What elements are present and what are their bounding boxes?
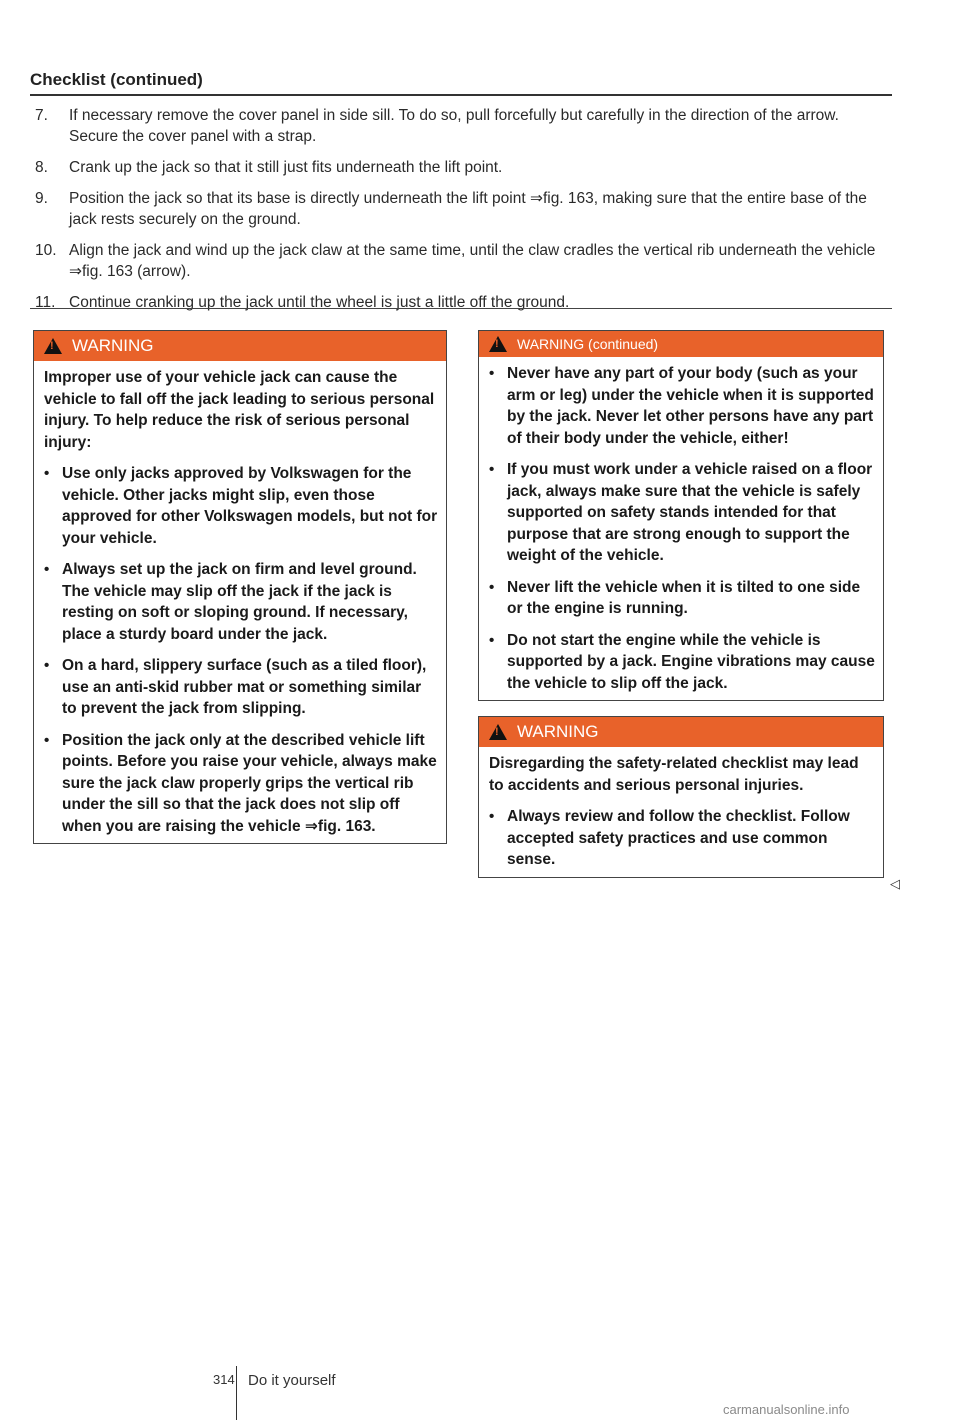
warning-bullet-list xyxy=(44,463,438,837)
step-text: Continue cranking up the jack until the wheel is just a little off the ground. xyxy=(69,294,570,311)
warning-bullet-list xyxy=(489,806,875,871)
warning-bullet: • If you must work under a vehicle raised on a floor jack, always make sure that the vehicle is safely supported on safety stands intended for that purpose that are strong enough to support the weight of the vehicle. xyxy=(489,459,875,567)
watermark-text: carmanualsonline.info xyxy=(723,1402,850,1417)
page-section-title: Checklist (continued) xyxy=(30,70,203,89)
warning-title: WARNING xyxy=(72,336,154,355)
warning-triangle-icon xyxy=(489,336,507,352)
warning-bullet: • On a hard, slippery surface (such as a tiled floor), use an anti-skid rubber mat or something similar to prevent the jack from slipping. xyxy=(44,655,438,720)
step-item xyxy=(30,157,892,178)
warning-box-checklist xyxy=(478,716,884,878)
warning-bullet: • Never lift the vehicle when it is tilted to one side or the engine is running. xyxy=(489,577,875,620)
warning-box-continued xyxy=(478,330,884,701)
warning-bullet: • Never have any part of your body (such as your arm or leg) under the vehicle when it is supported by the jack. Never let other persons have any part of their body under the vehicle, either! xyxy=(489,363,875,449)
warning-body xyxy=(479,747,883,877)
warning-header xyxy=(34,331,446,361)
warning-bullet: • Position the jack only at the described vehicle lift points. Before you raise your vehicle, always make sure the jack claw properly grips the vertical rib under the sill so that the jack does not slip off when you are raising the vehicle ⇒fig. 163. xyxy=(44,730,438,838)
step-item xyxy=(30,240,892,282)
page-number: 314 xyxy=(213,1372,235,1387)
warning-intro: Disregarding the safety-related checklist may lead to accidents and serious personal injuries. xyxy=(489,755,859,794)
warning-header xyxy=(479,717,883,747)
footer-section-title: Do it yourself xyxy=(248,1372,336,1389)
step-text: Align the jack and wind up the jack claw at the same time, until the claw cradles the vertical rib underneath the vehicle ⇒fig. 163 (arrow). xyxy=(69,242,876,280)
warning-bullet-list xyxy=(489,363,875,694)
warning-intro: Improper use of your vehicle jack can cause the vehicle to fall off the jack leading to serious personal injury. To help reduce the risk of serious personal injury: xyxy=(44,369,435,451)
warning-bullet: • Always set up the jack on firm and level ground. The vehicle may slip off the jack if the jack is resting on soft or sloping ground. If necessary, place a sturdy board under the jack. xyxy=(44,559,438,645)
steps-rule xyxy=(30,308,892,309)
warning-header xyxy=(479,331,883,357)
warning-bullet: • Always review and follow the checklist. Follow accepted safety practices and use common sense. xyxy=(489,806,875,871)
step-text: If necessary remove the cover panel in side sill. To do so, pull forcefully but carefully in the direction of the arrow. Secure the cover panel with a strap. xyxy=(69,107,839,145)
footer-divider xyxy=(236,1366,237,1420)
warning-bullet: • Use only jacks approved by Volkswagen for the vehicle. Other jacks might slip, even those approved for other Volkswagen models, but not for your vehicle. xyxy=(44,463,438,549)
step-number: 10. xyxy=(35,242,57,259)
step-number: 11. xyxy=(35,294,56,311)
warning-body xyxy=(479,357,883,700)
warning-box-jack-use xyxy=(33,330,447,844)
step-list xyxy=(30,105,892,323)
warning-bullet: • Do not start the engine while the vehicle is supported by a jack. Engine vibrations may cause the vehicle to slip off the jack. xyxy=(489,630,875,695)
step-number: 9. xyxy=(35,190,48,207)
warning-title: WARNING xyxy=(517,722,599,741)
step-text: Position the jack so that its base is directly underneath the lift point ⇒fig. 163, making sure that the entire base of the jack rests securely on the ground. xyxy=(69,190,867,228)
warning-triangle-icon xyxy=(44,338,62,354)
step-item xyxy=(30,292,892,313)
warning-body xyxy=(34,361,446,843)
warning-title: WARNING (continued) xyxy=(517,336,659,352)
step-text: Crank up the jack so that it still just fits underneath the lift point. xyxy=(69,159,503,176)
section-end-marker: ◁ xyxy=(890,876,900,891)
step-item xyxy=(30,188,892,230)
step-number: 8. xyxy=(35,159,48,176)
step-number: 7. xyxy=(35,107,48,124)
step-item xyxy=(30,105,892,147)
warning-triangle-icon xyxy=(489,724,507,740)
header-rule xyxy=(30,94,892,96)
